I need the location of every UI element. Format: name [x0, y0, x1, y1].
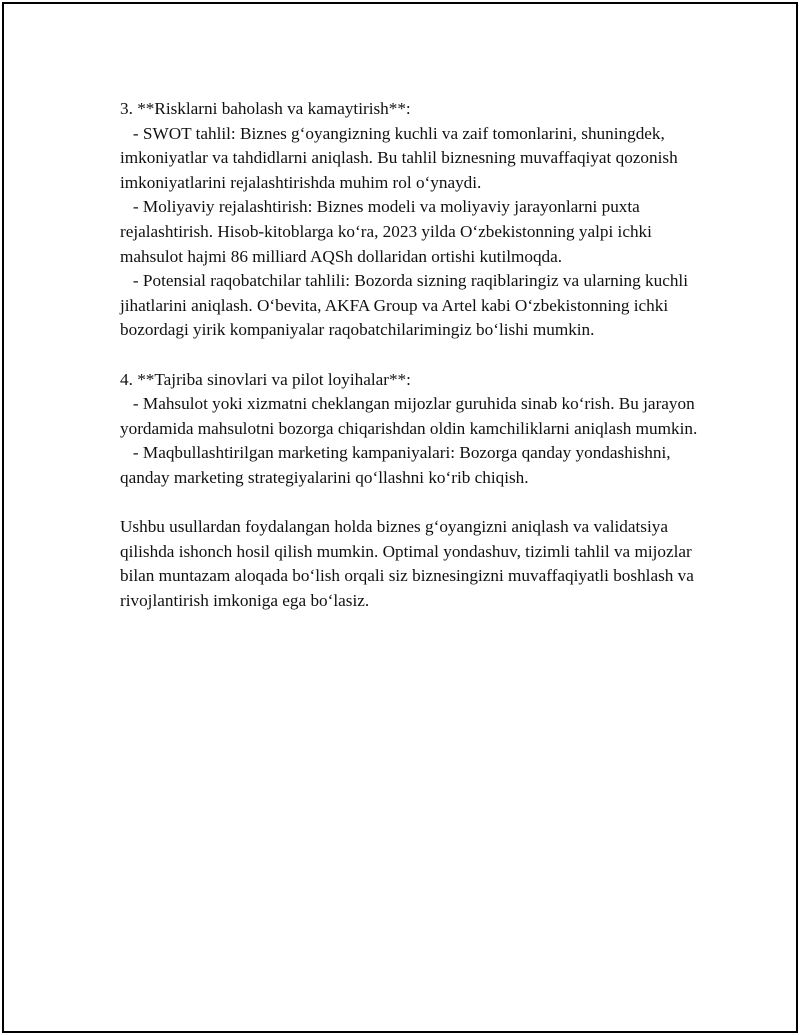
section-3-heading: 3. **Risklarni baholash va kamaytirish**:	[120, 99, 411, 118]
document-body	[120, 97, 710, 613]
section-4-item-product-testing: - Mahsulot yoki xizmatni cheklangan mijozlar guruhida sinab ko‘rish. Bu jarayon yordamida mahsulotni bozorga chiqarishdan oldin kamchiliklarni aniqlash mumkin.	[120, 394, 699, 438]
document-page	[2, 2, 798, 1033]
conclusion-paragraph: Ushbu usullardan foydalangan holda biznes g‘oyangizni aniqlash va validatsiya qilishda ishonch hosil qilish mumkin. Optimal yondashuv, tizimli tahlil va mijozlar bilan muntazam aloqada bo‘lish orqali siz biznesingizni muvaffaqiyatli boshlash va rivojlantirish imkoniga ega bo‘lasiz.	[120, 517, 699, 610]
section-3-item-competitor-analysis: - Potensial raqobatchilar tahlili: Bozorda sizning raqiblaringiz va ularning kuchli jihatlarini aniqlash. O‘bevita, AKFA Group va Artel kabi O‘zbekistonning ichki bozordagi yirik kompaniyalar raqobatchilarimingiz bo‘lishi mumkin.	[120, 271, 693, 340]
section-3-item-swot: - SWOT tahlil: Biznes g‘oyangizning kuchli va zaif tomonlarini, shuningdek, imkoniyatlar va tahdidlarni aniqlash. Bu tahlil biznesning muvaffaqiyat qozonish imkoniyatlarini rejalashtirishda muhim rol o‘ynaydi.	[120, 123, 682, 192]
section-4-heading: 4. **Tajriba sinovlari va pilot loyihalar**:	[120, 369, 411, 389]
section-3-item-financial-planning: - Moliyaviy rejalashtirish: Biznes modeli va moliyaviy jarayonlarni puxta rejalashtirish. Hisob-kitoblarga ko‘ra, 2023 yilda O‘zbekistonning yalpi ichki mahsulot hajmi 86 milliard AQSh dollaridan ortishi kutilmoqda.	[120, 197, 657, 266]
paragraph-gap	[120, 343, 710, 368]
section-4-item-marketing-campaigns: - Maqbullashtirilgan marketing kampaniyalari: Bozorga qanday yondashishni, qanday marketing strategiyalarini qo‘llashni ko‘rib chiqish.	[120, 443, 675, 487]
paragraph-gap	[120, 491, 710, 516]
